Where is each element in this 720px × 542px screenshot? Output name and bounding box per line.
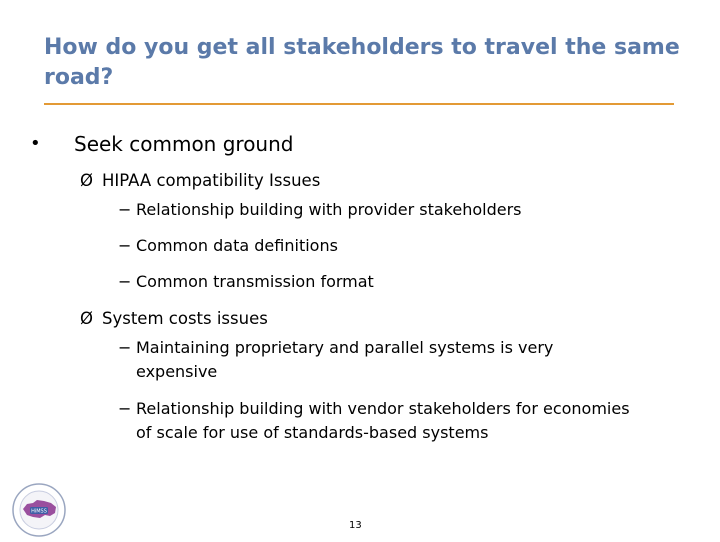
page-number: 13 [349, 520, 362, 531]
bullet-text: Seek common ground [74, 132, 294, 156]
sub-bullet-text: Common transmission format [136, 272, 374, 291]
seal-graphic [11, 482, 67, 538]
sub-bullet-text: Relationship building with vendor stakeholders for economies of scale for use of standards-based systems [136, 399, 630, 442]
sub-bullet-text: Relationship building with provider stakeholders [136, 200, 522, 219]
bullet-text: HIPAA compatibility Issues [102, 171, 321, 190]
sub-bullet-text: Common data definitions [136, 236, 338, 255]
seal-text: HiMSS [31, 508, 47, 515]
slide-title: How do you get all stakeholders to travel the same road? [44, 35, 680, 90]
organization-seal-icon [11, 482, 67, 538]
dash-bullet-icon: − [118, 272, 132, 291]
dash-bullet-icon: − [118, 399, 132, 418]
sub-bullet-proprietary-systems [118, 336, 618, 384]
bullet-text: System costs issues [102, 309, 268, 328]
dash-bullet-icon: − [118, 236, 132, 255]
bullet-dot-icon: • [30, 133, 41, 154]
dash-bullet-icon: − [118, 200, 132, 219]
sub-bullet-text: Maintaining proprietary and parallel systems is very expensive [136, 338, 554, 381]
dash-bullet-icon: − [118, 338, 132, 357]
arrow-bullet-icon: Ø [80, 309, 93, 328]
arrow-bullet-icon: Ø [80, 171, 93, 190]
sub-bullet-vendor-stakeholders [118, 397, 638, 445]
